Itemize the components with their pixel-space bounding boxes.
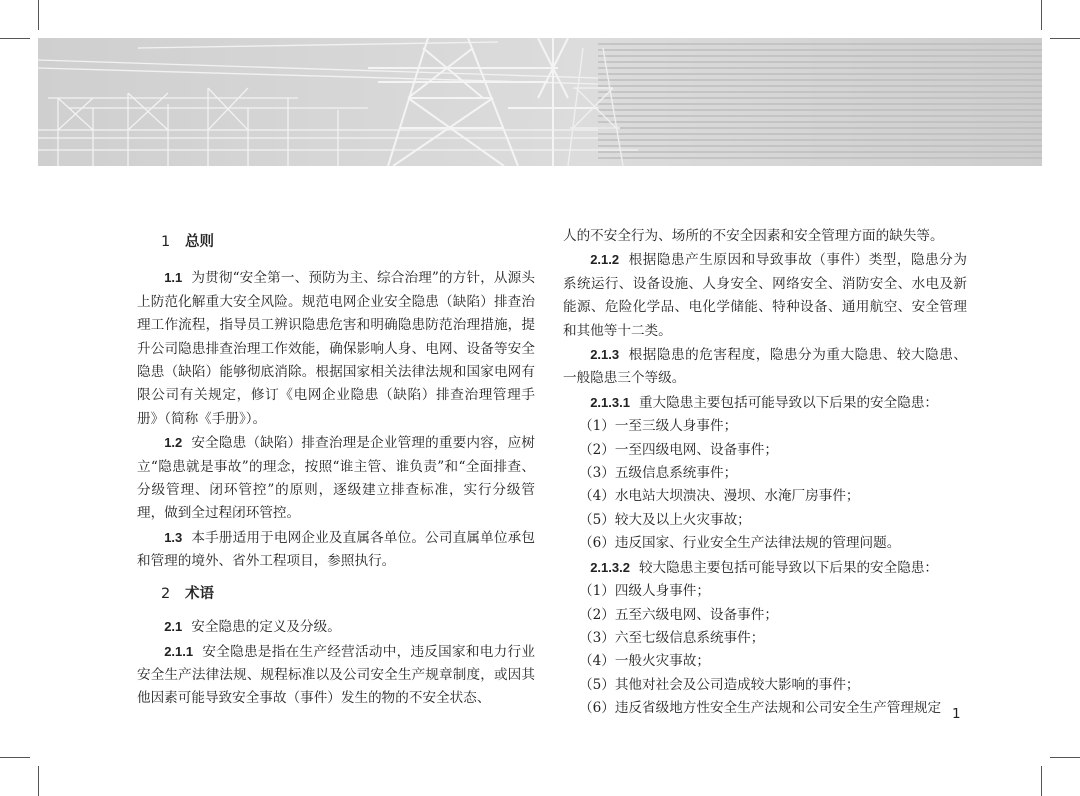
crop-mark: [1041, 0, 1042, 30]
crop-mark: [38, 0, 39, 30]
crop-mark: [1041, 766, 1042, 796]
paragraph-text: 较大隐患主要包括可能导致以下后果的安全隐患：: [638, 559, 939, 576]
heading-number: 2: [161, 585, 171, 602]
list-item: （1）四级人身事件；: [579, 583, 710, 600]
paragraph: [137, 526, 535, 574]
list-item: （5）其他对社会及公司造成较大影响的事件；: [579, 676, 860, 693]
crop-mark: [1050, 757, 1080, 758]
list-item: （2）一至四级电网、设备事件；: [579, 441, 778, 458]
section-heading: [161, 583, 535, 606]
section-heading: [161, 231, 535, 254]
paragraph: [563, 556, 967, 580]
transmission-tower-image: [38, 38, 1042, 166]
paragraph: [137, 640, 535, 711]
paragraph-text: 安全隐患是指在生产经营活动中，违反国家和电力行业安全生产法律法规、规程标准以及公司安全生产规章制度，或因其他因素可能导致安全事故（事件）发生的物的不安全状态、: [137, 643, 535, 707]
heading-number: 1: [161, 234, 171, 250]
list-item: （3）五级信息系统事件；: [579, 465, 738, 482]
paragraph-text: 安全隐患（缺陷）排查治理是企业管理的重要内容，应树立“隐患就是事故”的理念，按照“谁主管、谁负责”和“全面排查、分级管理、闭环管控”的原则，逐级建立排查标准，实行分级管理，做到全过程闭环管控。: [137, 435, 535, 522]
paragraph-text: 根据隐患的危害程度，隐患分为重大隐患、较大隐患、一般隐患三个等级。: [563, 347, 967, 387]
list-item: （1）一至三级人身事件；: [579, 418, 738, 435]
paragraph: [563, 343, 967, 391]
page-number: 1: [952, 706, 961, 722]
paragraph: [563, 391, 967, 415]
left-column: [137, 231, 535, 711]
list-item: （6）违反国家、行业安全生产法律法规的管理问题。: [579, 535, 901, 552]
clause-number: 2.1: [164, 619, 183, 635]
crop-mark: [0, 757, 30, 758]
paragraph-text: 重大隐患主要包括可能导致以下后果的安全隐患：: [638, 394, 939, 411]
header-banner: [38, 38, 1042, 166]
paragraph: [563, 248, 967, 343]
clause-number: 2.1.2: [590, 252, 620, 268]
list-item: （4）水电站大坝溃决、漫坝、水淹厂房事件；: [579, 488, 860, 505]
list-item: （5）较大及以上火灾事故；: [579, 511, 751, 528]
crop-mark: [1050, 38, 1080, 39]
clause-number: 1.1: [164, 270, 183, 286]
paragraph-text: 根据隐患产生原因和导致事故（事件）类型，隐患分为系统运行、设备设施、人身安全、网络安全、消防安全、水电及新能源、危险化学品、电化学储能、特种设备、通用航空、安全管理和其他等十二类。: [563, 252, 967, 339]
list-item: （3）六至七级信息系统事件；: [579, 629, 765, 646]
crop-mark: [0, 38, 30, 39]
clause-number: 1.3: [164, 529, 183, 545]
crop-mark: [38, 766, 39, 796]
clause-number: 2.1.3.2: [590, 559, 630, 575]
list-item: （4）一般火灾事故；: [579, 653, 710, 670]
paragraph: [137, 266, 535, 431]
right-column: [563, 225, 967, 721]
clause-number: 2.1.3: [590, 347, 620, 363]
clause-number: 1.2: [164, 435, 183, 451]
clause-number: 2.1.3.1: [590, 394, 630, 410]
list-item: （6）违反省级地方性安全生产法规和公司安全生产管理规定: [579, 700, 942, 717]
paragraph: [137, 431, 535, 526]
paragraph-text: 为贯彻“安全第一、预防为主、综合治理”的方针，从源头上防范化解重大安全风险。规范电网企业安全隐患（缺陷）排查治理工作流程，指导员工辨识隐患危害和明确隐患防范治理措施，提升公司隐患排查治理工作效能，确保影响人身、电网、设备等安全隐患（缺陷）能够彻底消除。根据国家相关法律法规和国家电网有限公司有关规定，修订《电网企业隐患（缺陷）排查治理管理手册》（简称《手册》）。: [137, 270, 535, 427]
paragraph-text: 安全隐患的定义及分级。: [191, 619, 341, 636]
paragraph-text: 本手册适用于电网企业及直属各单位。公司直属单位承包和管理的境外、省外工程项目，参照执行。: [137, 529, 535, 570]
clause-number: 2.1.1: [164, 643, 194, 659]
paragraph-continued: 人的不安全行为、场所的不安全因素和安全管理方面的缺失等。: [563, 228, 944, 244]
paragraph: [137, 615, 535, 639]
list-item: （2）五至六级电网、设备事件；: [579, 606, 778, 623]
heading-title: 总则: [185, 234, 214, 250]
heading-title: 术语: [185, 585, 214, 602]
